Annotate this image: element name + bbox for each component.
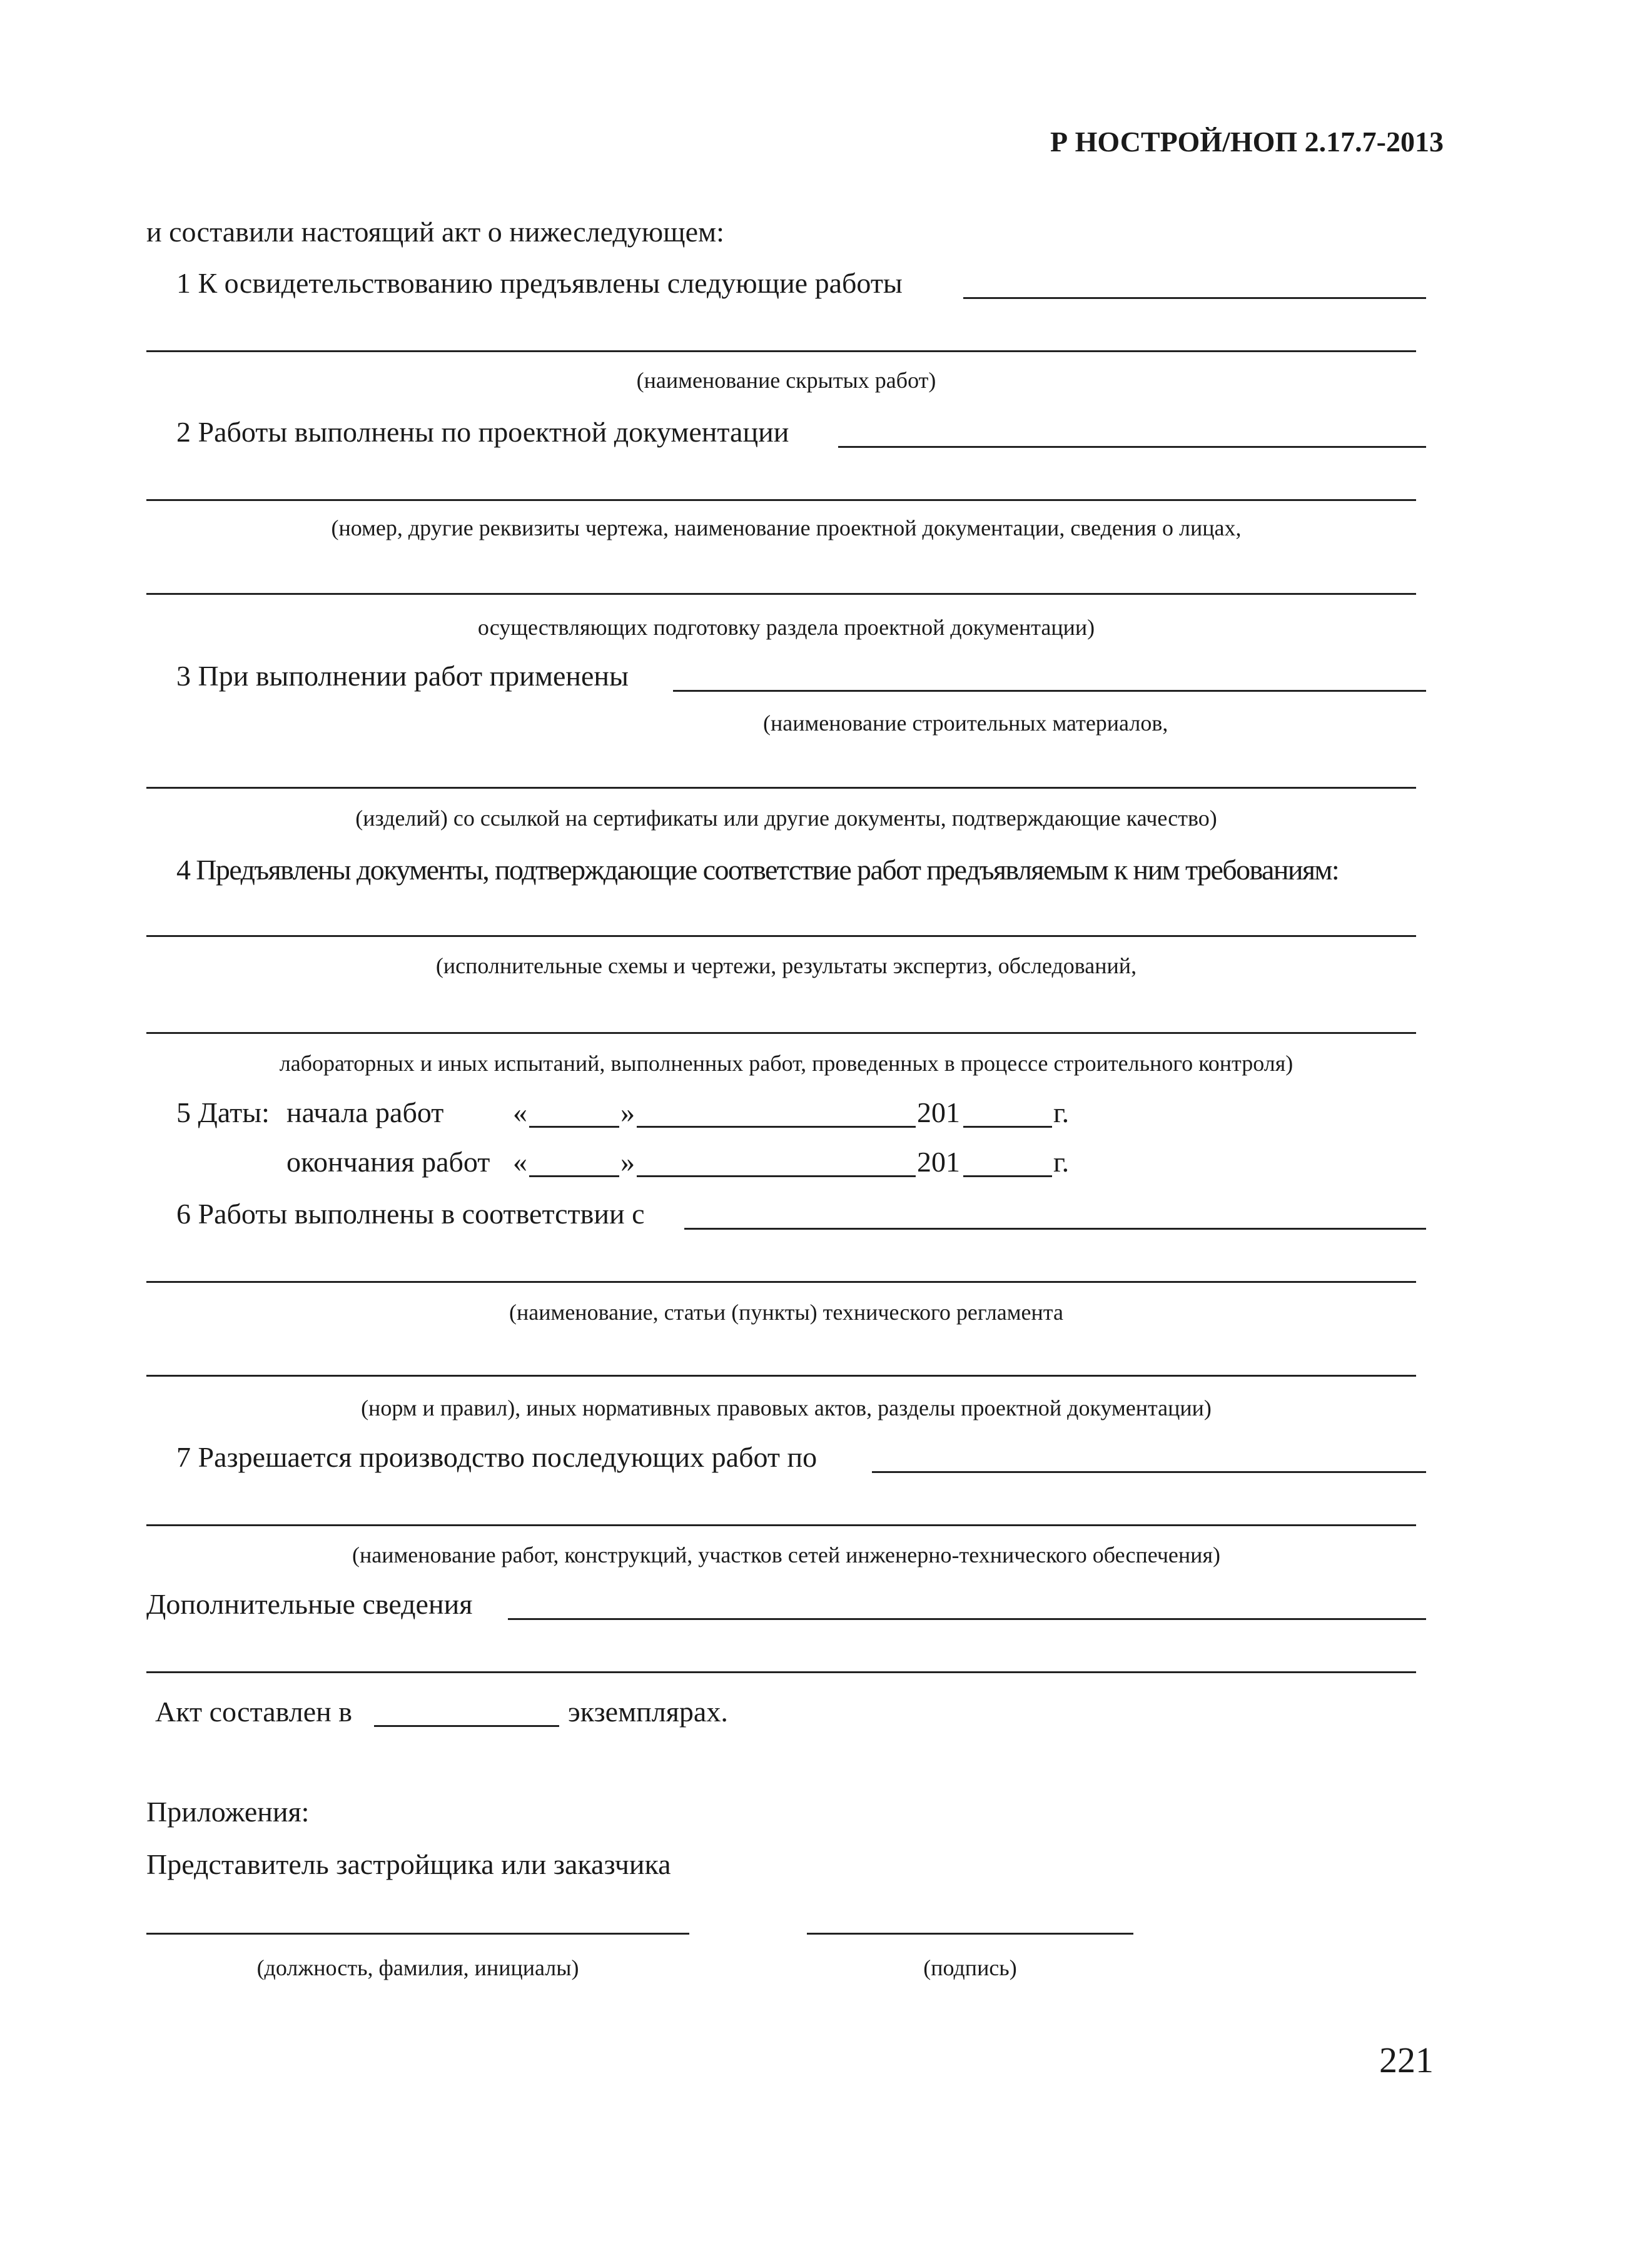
- item2-label: 2 Работы выполнены по проектной документации: [176, 416, 789, 448]
- start-day-field[interactable]: [529, 1126, 619, 1128]
- item2-field[interactable]: [838, 446, 1426, 448]
- additional-field[interactable]: [508, 1618, 1426, 1620]
- end-month-field[interactable]: [637, 1175, 916, 1177]
- item7-field-line2[interactable]: [146, 1524, 1416, 1526]
- end-year-suffix: г.: [1053, 1146, 1070, 1178]
- item6-caption2: (норм и правил), иных нормативных правовых актов, разделы проектной документации): [361, 1395, 1212, 1420]
- additional-field-line2[interactable]: [146, 1671, 1416, 1673]
- start-close-quote: »: [620, 1096, 635, 1128]
- name-caption: (должность, фамилия, инициалы): [256, 1955, 579, 1980]
- item3-label: 3 При выполнении работ применены: [176, 660, 629, 692]
- signature-caption: (подпись): [923, 1955, 1017, 1980]
- additional-label: Дополнительные сведения: [146, 1588, 473, 1620]
- start-month-field[interactable]: [637, 1126, 916, 1128]
- start-year-field[interactable]: [963, 1126, 1052, 1128]
- item1-field[interactable]: [963, 297, 1426, 299]
- item2-field-line2[interactable]: [146, 499, 1416, 501]
- item2-caption2: осуществляющих подготовку раздела проектной документации): [477, 615, 1095, 640]
- item3-caption1: (наименование строительных материалов,: [763, 711, 1168, 736]
- item3-field-line2[interactable]: [146, 787, 1416, 789]
- item3-caption2: (изделий) со ссылкой на сертификаты или другие документы, подтверждающие качество): [355, 806, 1217, 831]
- item4-field-line2[interactable]: [146, 1032, 1416, 1034]
- representative-signature-field[interactable]: [807, 1933, 1133, 1935]
- item6-label: 6 Работы выполнены в соответствии с: [176, 1198, 645, 1230]
- item4-field[interactable]: [146, 935, 1416, 937]
- start-year-suffix: г.: [1053, 1096, 1070, 1128]
- item6-caption1: (наименование, статьи (пункты) технического регламента: [509, 1300, 1063, 1325]
- start-open-quote: «: [513, 1096, 527, 1128]
- representative-name-field[interactable]: [146, 1933, 689, 1935]
- representative-label: Представитель застройщика или заказчика: [146, 1848, 671, 1880]
- attachments-label: Приложения:: [146, 1796, 310, 1828]
- page-number: 221: [1379, 2040, 1434, 2080]
- item6-field-line2[interactable]: [146, 1281, 1416, 1283]
- item1-caption: (наименование скрытых работ): [636, 368, 936, 393]
- end-year-field[interactable]: [963, 1175, 1052, 1177]
- item1-field-line2[interactable]: [146, 350, 1416, 352]
- copies-suffix: экземплярах.: [568, 1696, 728, 1728]
- copies-prefix: Акт составлен в: [155, 1696, 352, 1728]
- item4-label: 4 Предъявлены документы, подтверждающие соответствие работ предъявляемым к ним требованиям:: [176, 854, 1339, 886]
- item7-field[interactable]: [872, 1471, 1426, 1473]
- end-date-label: окончания работ: [286, 1146, 490, 1178]
- item4-caption1: (исполнительные схемы и чертежи, результаты экспертиз, обследований,: [435, 953, 1137, 978]
- item4-caption2: лабораторных и иных испытаний, выполненных работ, проведенных в процессе строительного контроля): [279, 1051, 1293, 1076]
- intro-text: и составили настоящий акт о нижеследующем:: [146, 216, 724, 248]
- item5-label: 5 Даты:: [176, 1096, 270, 1128]
- copies-count-field[interactable]: [374, 1725, 559, 1727]
- item7-caption: (наименование работ, конструкций, участков сетей инженерно-технического обеспечения): [352, 1542, 1220, 1567]
- document-code: Р НОСТРОЙ/НОП 2.17.7-2013: [1050, 126, 1444, 158]
- item6-field-line3[interactable]: [146, 1375, 1416, 1377]
- end-close-quote: »: [620, 1146, 635, 1178]
- start-date-label: начала работ: [286, 1096, 444, 1128]
- item2-field-line3[interactable]: [146, 593, 1416, 595]
- end-year-prefix: 201: [917, 1146, 960, 1178]
- item1-label: 1 К освидетельствованию предъявлены следующие работы: [176, 267, 903, 299]
- item3-field[interactable]: [673, 690, 1426, 692]
- item2-caption1: (номер, другие реквизиты чертежа, наименование проектной документации, сведения о лицах,: [331, 515, 1242, 540]
- item6-field[interactable]: [684, 1228, 1426, 1230]
- end-day-field[interactable]: [529, 1175, 619, 1177]
- item7-label: 7 Разрешается производство последующих работ по: [176, 1441, 818, 1473]
- start-year-prefix: 201: [917, 1096, 960, 1128]
- end-open-quote: «: [513, 1146, 527, 1178]
